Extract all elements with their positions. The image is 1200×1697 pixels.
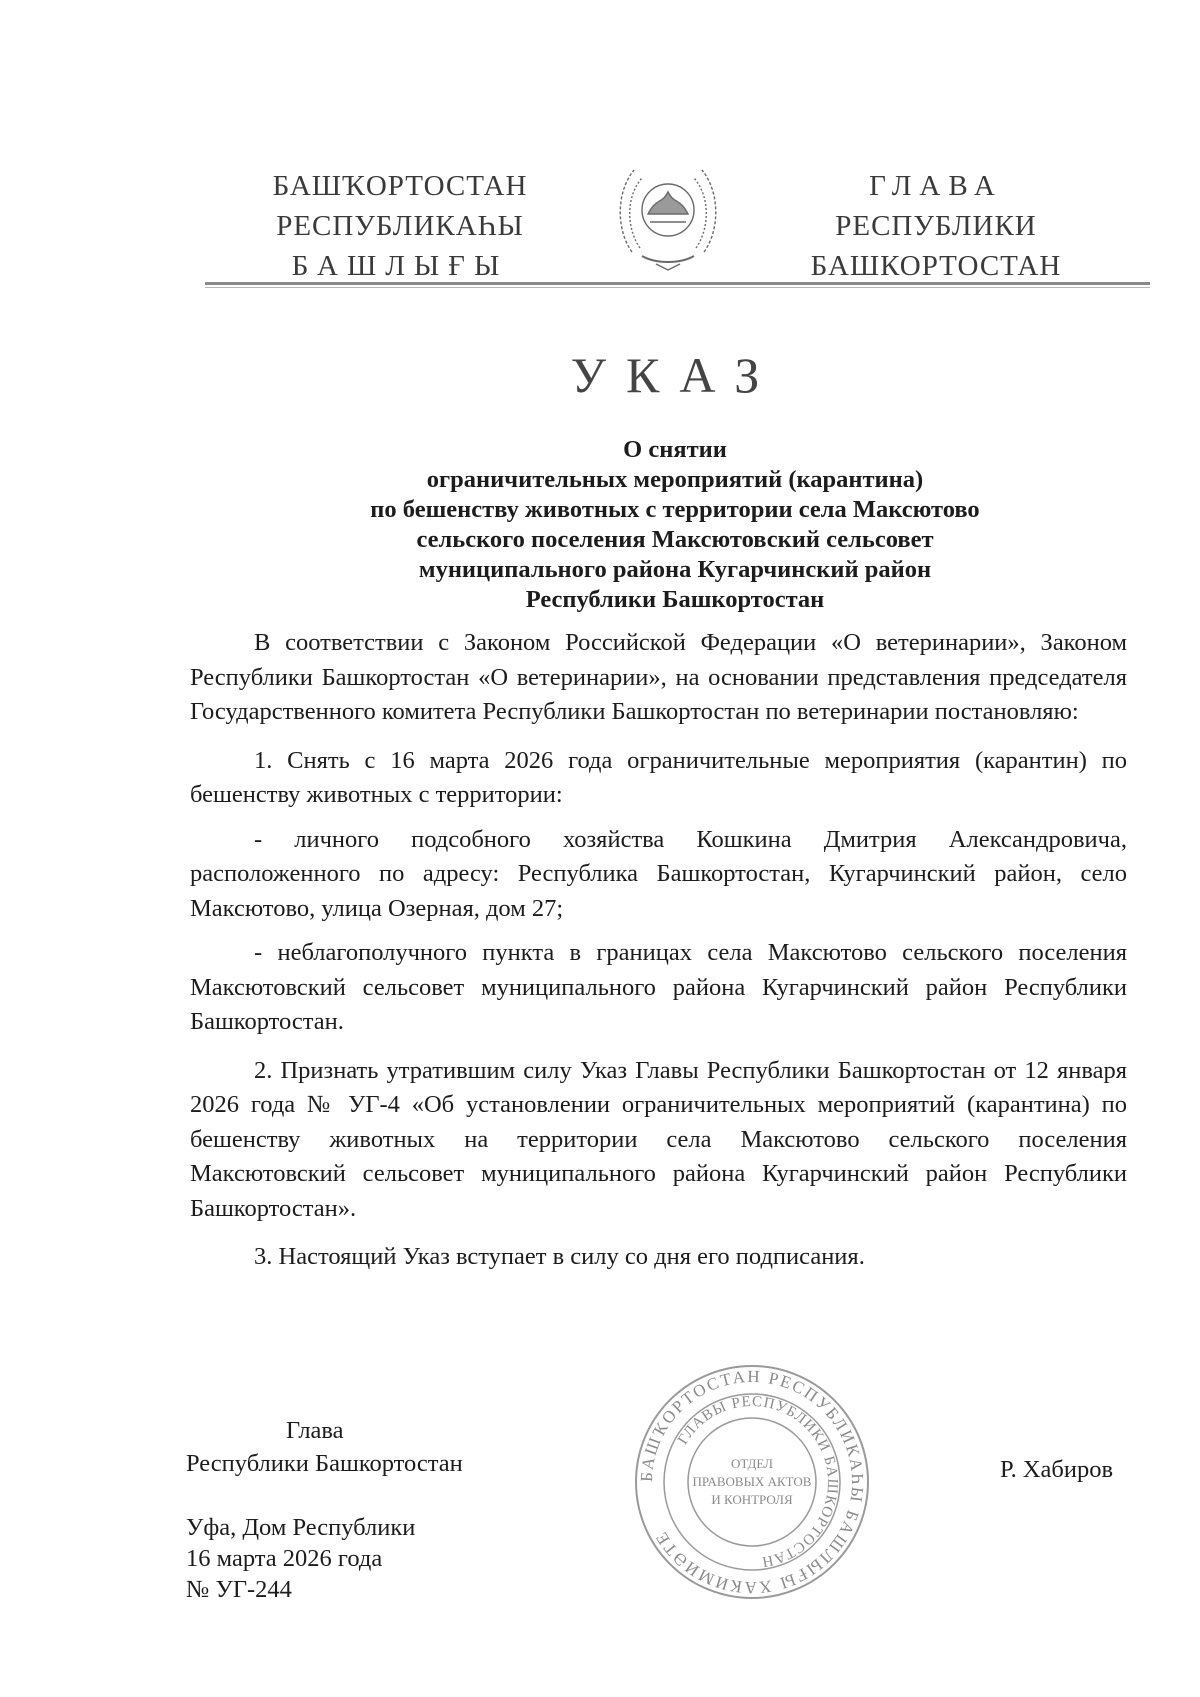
signatory-name: Р. Хабиров [1000,1456,1114,1483]
title-line-3: по бешенству животных с территории села Максютово [370,496,980,523]
official-stamp [632,1362,872,1602]
header-left-line-1: БАШҠОРТОСТАН [272,170,528,202]
signatory-title [186,1414,463,1480]
clause-3: 3. Настоящий Указ вступает в силу со дня его подписания. [254,1243,865,1270]
header-left [250,166,550,286]
clause-2: 2. Признать утратившим силу Указ Главы Республики Башкортостан от 12 января 2026 года № УГ-4 «Об установлении ограничительных мероприятий (карантина) по бешенству животных на территории села Максютово сельского поселения Максютовский сельсовет муниципального района Кугарчинский район Республики Башкортостан». [190,1056,1127,1222]
header-divider-thin [205,287,1150,288]
stamp-center-line-3: И КОНТРОЛЯ [711,1492,793,1507]
stamp-center-line-1: ОТДЕЛ [731,1456,773,1471]
title-line-5: муниципального района Кугарчинский район [418,556,932,583]
header-left-line-2: РЕСПУБЛИКАҺЫ [276,210,524,242]
header-divider [205,282,1150,285]
header-right-line-2: РЕСПУБЛИКИ [835,210,1037,242]
title-line-2: ограничительных мероприятий (карантина) [426,466,924,493]
header-left-line-3: БАШЛЫҒЫ [291,250,509,282]
document-type: УКАЗ [570,347,780,403]
issue-details [186,1512,415,1605]
title-line-6: Республики Башкортостан [525,586,825,613]
issue-number: № УГ-244 [186,1576,292,1603]
clause-1-item-1: - личного подсобного хозяйства Кошкина Дмитрия Александровича, расположенного по адресу: Республика Башкортостан, Кугарчинский район, село Максютово, улица Озерная, дом 27; [190,825,1127,922]
clause-1: 1. Снять с 16 марта 2026 года ограничительные мероприятия (карантин) по бешенству животных с территории: [190,746,1127,808]
document-title [250,435,1100,615]
clause-1-item-2: - неблагополучного пункта в границах села Максютово сельского поселения Максютовский сельсовет муниципального района Кугарчинский район Республики Башкортостан. [190,939,1127,1035]
issue-date: 16 марта 2026 года [186,1545,383,1572]
header-right-line-1: ГЛАВА [869,170,1003,202]
stamp-inner-text: ГЛАВЫ РЕСПУБЛИКИ БАШКОРТОСТАН [675,1393,841,1570]
signatory-title-line-2: Республики Башкортостан [186,1450,463,1477]
signatory-title-line-1: Глава [286,1417,344,1444]
stamp-outer-text: БАШҠОРТОСТАН РЕСПУБЛИКАҺЫ БАШЛЫҒЫ ХАКИМИӘТЕ [636,1366,868,1598]
coat-of-arms-icon [612,152,724,272]
title-line-1: О снятии [623,436,727,463]
title-line-4: сельского поселения Максютовский сельсовет [416,526,934,553]
stamp-center-line-2: ПРАВОВЫХ АКТОВ [692,1474,812,1489]
header-right [786,166,1086,286]
header-right-line-3: БАШКОРТОСТАН [810,250,1062,282]
preamble-paragraph: В соответствии с Законом Российской Федерации «О ветеринарии», Законом Республики Башкортостан «О ветеринарии», на основании представления председателя Государственного комитета Республики Башкортостан по ветеринарии постановляю: [190,629,1127,725]
document-body [190,626,1127,1289]
issue-place: Уфа, Дом Республики [186,1514,416,1541]
